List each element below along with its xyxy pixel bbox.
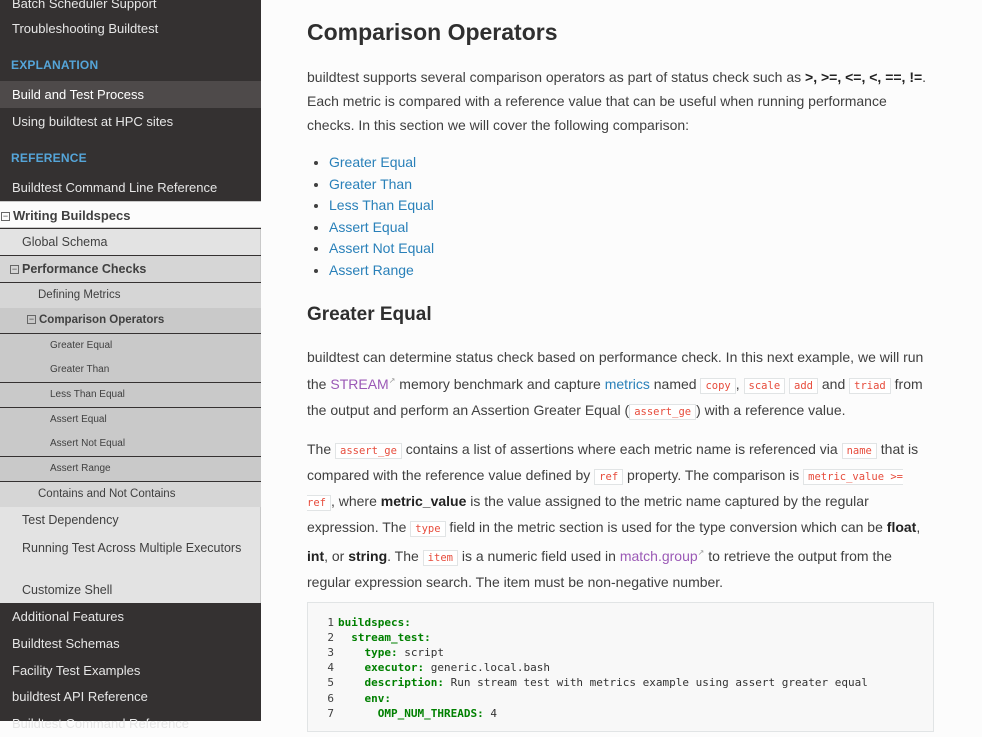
list-item <box>329 260 434 282</box>
code-line <box>308 675 868 690</box>
code-line <box>308 691 391 706</box>
code-key: executor: <box>364 661 425 674</box>
list-item <box>329 174 434 196</box>
collapse-icon[interactable]: − <box>11 264 18 274</box>
metrics-link[interactable]: metrics <box>604 376 650 392</box>
sidebar-item-build-test-process[interactable]: Build and Test Process <box>0 81 261 108</box>
code-assert-ge: assert_ge <box>629 404 696 420</box>
para-text: , <box>735 376 744 392</box>
intro-paragraph <box>307 65 937 137</box>
link-greater-equal[interactable]: Greater Equal <box>329 154 417 170</box>
sidebar-item-global-schema[interactable]: Global Schema <box>0 229 261 255</box>
sidebar-item-api-reference[interactable]: buildtest API Reference <box>12 689 148 704</box>
para-text: . The <box>387 548 423 564</box>
match-group-link[interactable]: match.group <box>619 548 698 564</box>
operators-list: >, >=, <=, <, ==, != <box>805 69 923 85</box>
sidebar-item-less-than-equal[interactable]: Less Than Equal <box>0 383 261 407</box>
sidebar-item-assert-range[interactable]: Assert Range <box>0 457 261 481</box>
list-item <box>329 195 434 217</box>
sidebar-item-additional-features[interactable]: Additional Features <box>12 609 125 624</box>
para-text: and <box>818 376 850 392</box>
bold-float: float <box>886 519 917 535</box>
line-number: 1 <box>327 616 334 629</box>
external-link-icon: ↗ <box>388 376 396 385</box>
line-number: 6 <box>327 692 334 705</box>
code-key: stream_test: <box>351 631 431 644</box>
para-text: buildtest can determine status check based on performance check. In this next example, we will run the <box>307 349 924 392</box>
external-link-icon: ↗ <box>697 548 705 557</box>
code-indent <box>338 661 365 674</box>
para-text: field in the metric section is used for the type conversion which can be <box>445 519 887 535</box>
sidebar-item-comparison-operators[interactable] <box>0 308 261 333</box>
sidebar-nav <box>0 0 261 731</box>
list-item <box>329 152 434 174</box>
collapse-icon[interactable]: − <box>2 211 9 221</box>
list-item <box>329 238 434 260</box>
para-text: , or <box>324 548 349 564</box>
sidebar-item-defining-metrics[interactable]: Defining Metrics <box>0 283 261 308</box>
code-assert-ge: assert_ge <box>335 443 402 459</box>
intro-text: Each metric is compared with a reference value that can be useful when running performance checks. In this section we will cover the following comparison: <box>307 93 887 133</box>
sidebar-item-command-reference[interactable]: Buildtest Command Reference <box>12 716 190 731</box>
code-value: generic.local.bash <box>424 661 550 674</box>
code-triad: triad <box>849 378 891 394</box>
sidebar-item-running-multiple-executors[interactable]: Running Test Across Multiple Executors <box>0 533 261 577</box>
sidebar-item-writing-buildspecs[interactable] <box>0 201 261 228</box>
code-item: item <box>423 550 458 566</box>
intro-text: buildtest supports several comparison operators as part of status check such as <box>307 69 806 85</box>
code-value: script <box>397 646 444 659</box>
code-indent <box>338 631 351 644</box>
line-number: 7 <box>327 707 334 720</box>
code-key: type: <box>364 646 398 659</box>
sidebar-item-facility-examples[interactable]: Facility Test Examples <box>12 663 141 678</box>
code-line <box>308 630 431 645</box>
para-text: , where <box>330 493 381 509</box>
sidebar-item-label: Performance Checks <box>22 262 147 276</box>
link-assert-range[interactable]: Assert Range <box>329 261 414 278</box>
bold-int: int <box>307 548 325 564</box>
sidebar-item-assert-not-equal[interactable]: Assert Not Equal <box>0 432 261 456</box>
para-text: memory benchmark and capture <box>395 376 605 392</box>
para-text: to retrieve the output from the regular expression search. The item must be non-negative number. <box>307 548 892 590</box>
page-title: Comparison Operators <box>307 19 558 45</box>
code-scale: scale <box>744 378 786 394</box>
code-key: env: <box>364 692 391 705</box>
sidebar-item-greater-than[interactable]: Greater Than <box>0 358 261 382</box>
sidebar-caption-explanation: EXPLANATION <box>11 58 99 72</box>
code-indent <box>338 646 365 659</box>
code-key: buildspecs: <box>338 616 411 629</box>
para-text: , <box>916 519 921 535</box>
code-key: description: <box>364 676 444 689</box>
sidebar-caption-reference: REFERENCE <box>11 151 87 165</box>
sidebar-item-performance-checks[interactable] <box>0 256 261 282</box>
line-number: 2 <box>327 631 334 644</box>
link-assert-not-equal[interactable]: Assert Not Equal <box>329 240 435 257</box>
sidebar-item-cli-reference[interactable]: Buildtest Command Line Reference <box>12 180 218 195</box>
sidebar-item-label: Writing Buildspecs <box>13 208 131 223</box>
para-text: that is compared with the reference value defined by <box>307 441 919 483</box>
sidebar-item-label: Comparison Operators <box>39 314 165 326</box>
paragraph-assert-ge <box>307 437 937 594</box>
link-less-than-equal[interactable]: Less Than Equal <box>329 197 434 214</box>
code-name: name <box>842 443 877 459</box>
sidebar-item-greater-equal[interactable]: Greater Equal <box>0 334 261 358</box>
line-number: 4 <box>327 661 334 674</box>
code-key: OMP_NUM_THREADS: <box>377 707 484 720</box>
section-title: Greater Equal <box>307 304 432 325</box>
code-line <box>308 660 550 675</box>
code-type: type <box>410 521 445 537</box>
code-indent <box>338 692 365 705</box>
sidebar-item-schemas[interactable]: Buildtest Schemas <box>12 636 120 651</box>
bold-metric-value: metric_value <box>380 493 467 509</box>
para-text: from the output and perform an Assertion Greater Equal ( <box>307 376 923 418</box>
line-number: 3 <box>327 646 334 659</box>
code-line <box>308 706 497 721</box>
sidebar-item-assert-equal[interactable]: Assert Equal <box>0 408 261 432</box>
para-text: contains a list of assertions where each metric name is referenced via <box>401 441 842 457</box>
para-text: property. The comparison is <box>623 467 804 483</box>
sidebar-item-hpc-sites[interactable]: Using buildtest at HPC sites <box>12 114 174 129</box>
code-ref: ref <box>594 469 623 485</box>
stream-link[interactable]: STREAM <box>330 376 389 392</box>
sidebar-item-batch-scheduler[interactable]: Batch Scheduler Support <box>12 0 157 11</box>
sidebar-item-customize-shell[interactable]: Customize Shell <box>0 577 261 603</box>
para-text: is a numeric field used in <box>457 548 620 564</box>
line-number: 5 <box>327 676 334 689</box>
code-line <box>308 615 411 630</box>
code-line <box>308 645 444 660</box>
code-indent <box>338 707 378 720</box>
code-value: 4 <box>483 707 497 720</box>
link-assert-equal[interactable]: Assert Equal <box>329 218 409 235</box>
list-item <box>329 217 434 239</box>
sidebar-item-test-dependency[interactable]: Test Dependency <box>0 507 261 533</box>
sidebar-item-contains[interactable]: Contains and Not Contains <box>0 482 261 507</box>
code-add: add <box>789 378 818 394</box>
code-value: Run stream test with metrics example using assert greater equal <box>443 676 868 689</box>
para-text: ) with a reference value. <box>696 402 846 418</box>
para-text: named <box>649 376 701 392</box>
code-expression: metric_value >= ref <box>307 471 903 509</box>
para-text: is the value assigned to the metric name captured by the regular expression. The <box>307 493 869 535</box>
link-greater-than[interactable]: Greater Than <box>329 175 413 192</box>
paragraph-greater-equal <box>307 345 937 424</box>
code-copy: copy <box>700 378 735 394</box>
sidebar-item-troubleshooting[interactable]: Troubleshooting Buildtest <box>12 21 159 36</box>
code-block <box>307 602 934 732</box>
collapse-icon[interactable]: − <box>28 314 35 324</box>
bold-string: string <box>348 548 388 564</box>
para-text: The <box>307 441 336 457</box>
intro-text: . <box>922 69 927 85</box>
main-content <box>261 0 982 721</box>
code-indent <box>338 676 365 689</box>
operator-link-list <box>329 152 434 282</box>
